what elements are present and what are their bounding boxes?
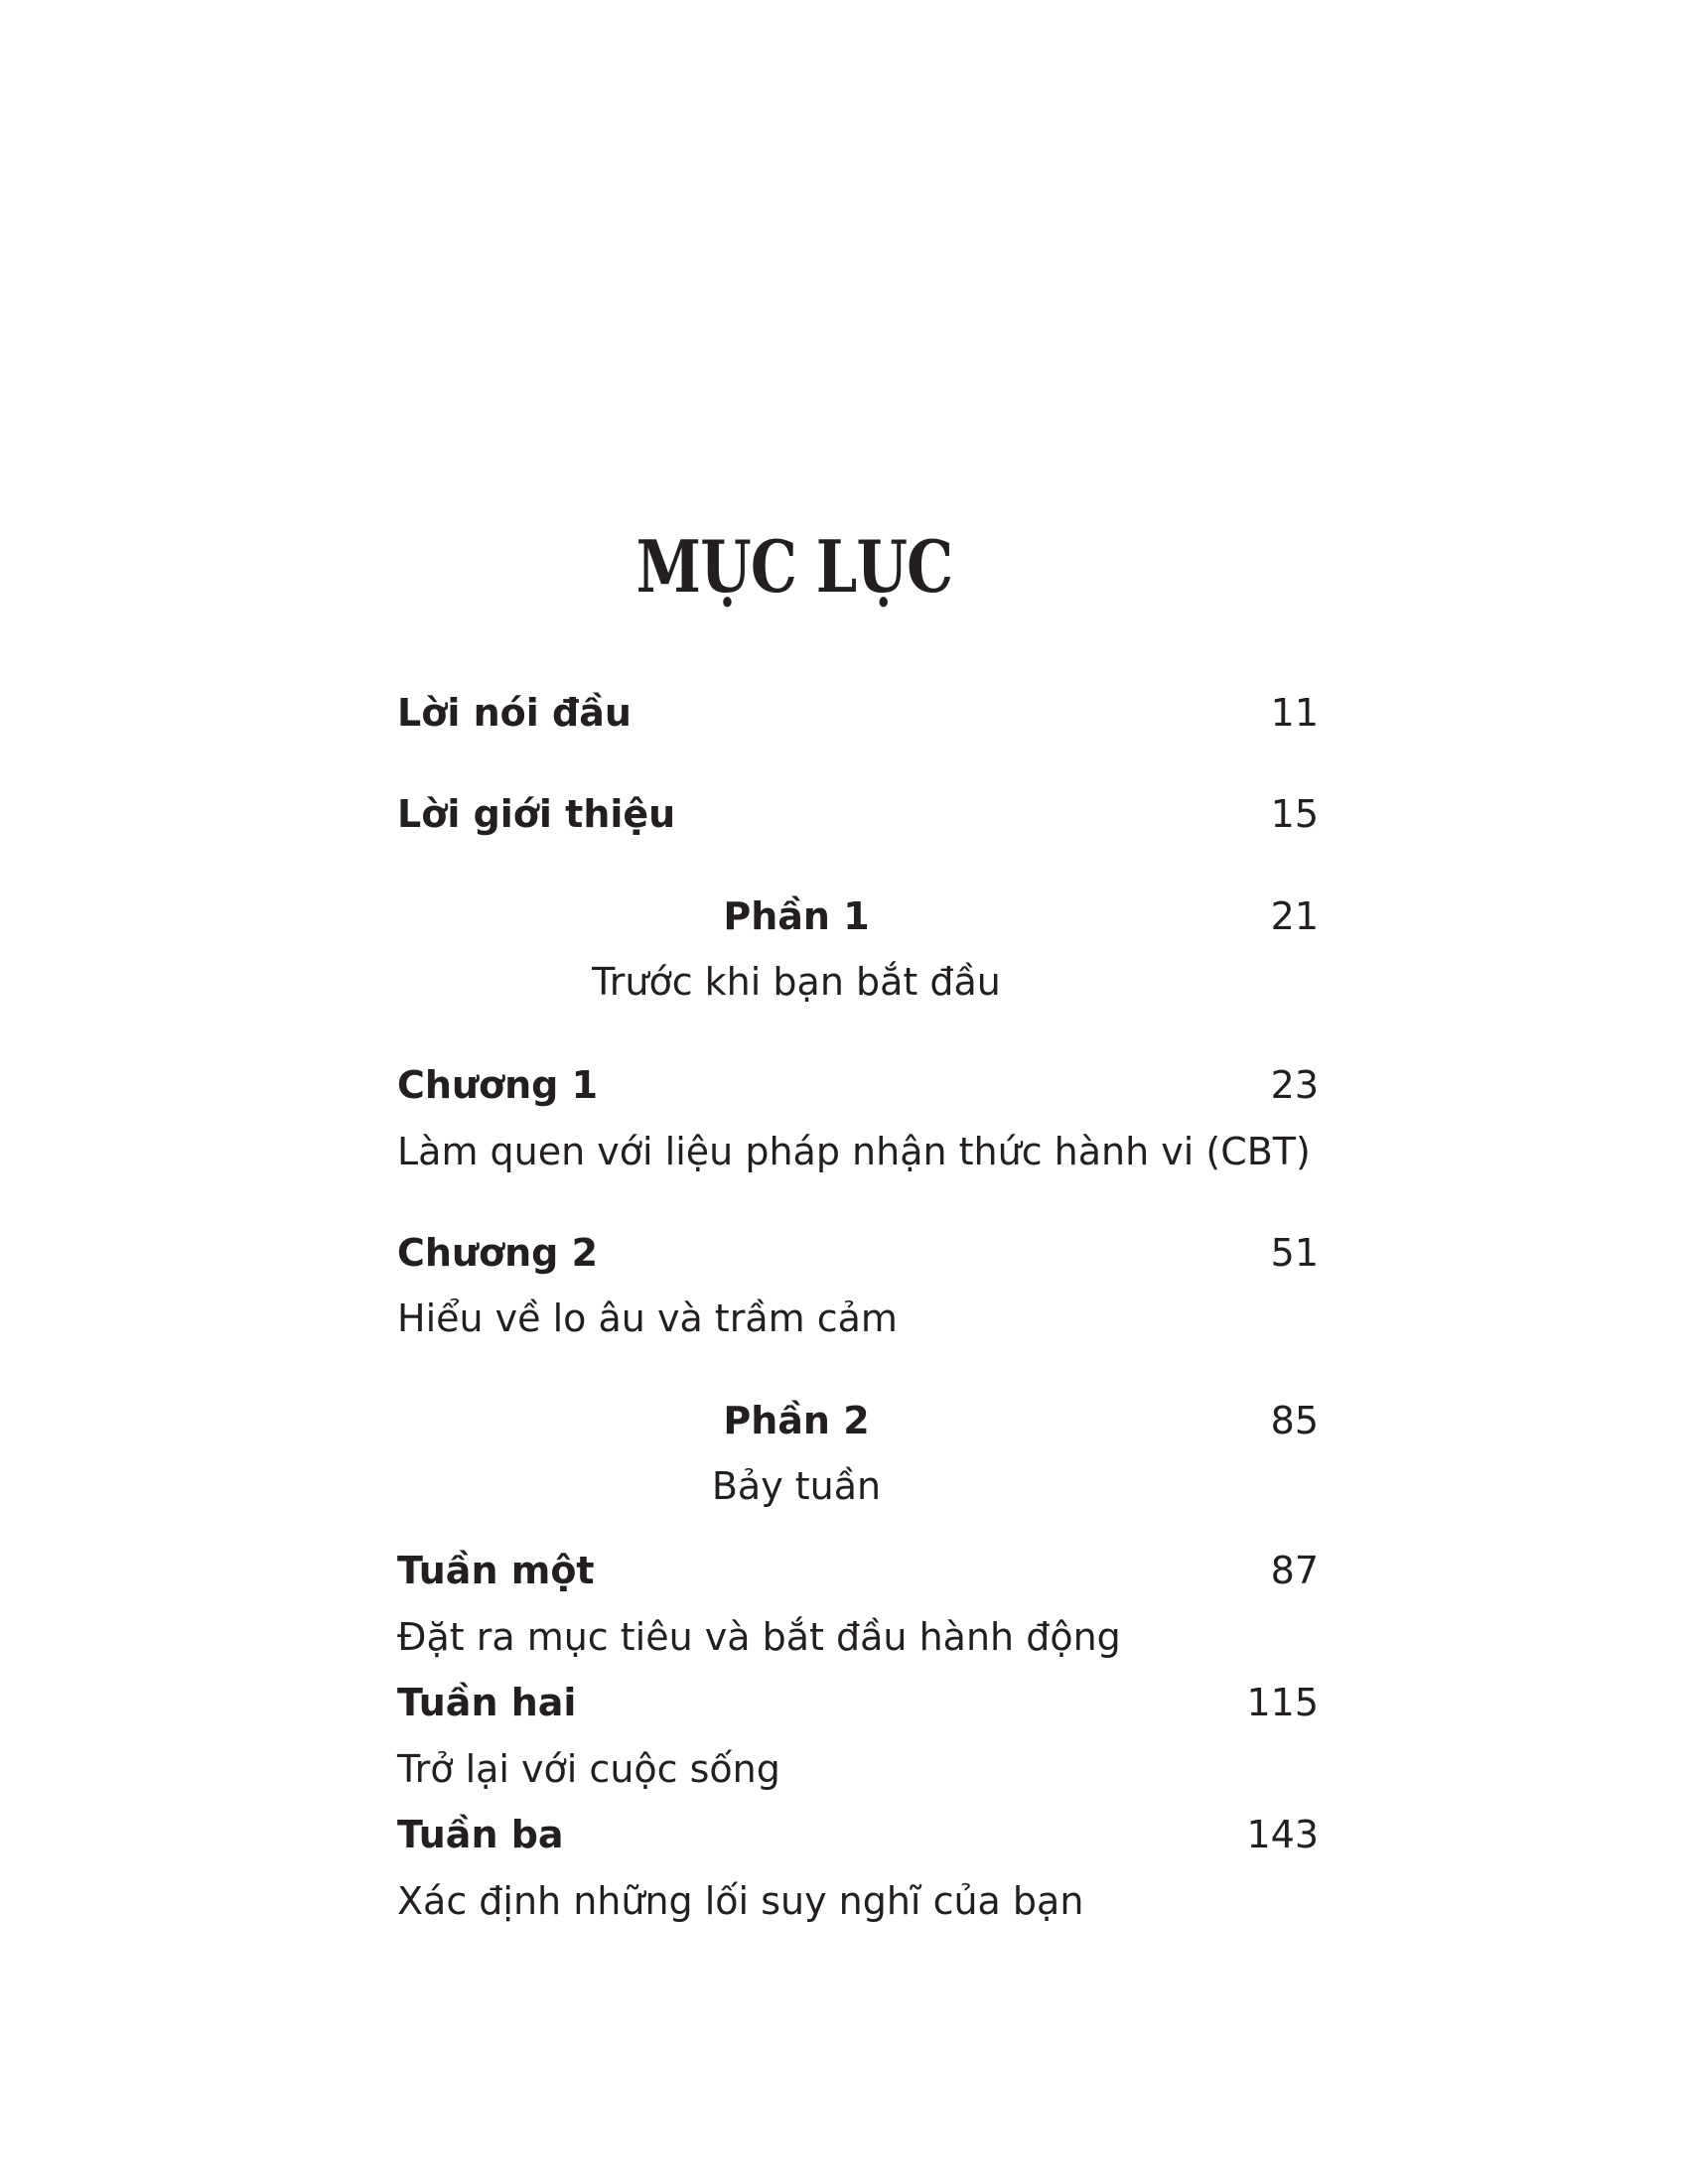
toc-entry-week-3[interactable]	[397, 1805, 1319, 1864]
toc-page-number: 23	[1270, 1063, 1319, 1107]
toc-entry-subtitle: Đặt ra mục tiêu và bắt đầu hành động	[397, 1615, 1121, 1659]
toc-page-number: 87	[1270, 1549, 1319, 1592]
toc-entry-label: Phần 1	[723, 894, 870, 938]
toc-entry-label: Tuần ba	[397, 1813, 564, 1856]
toc-entry-label: Phần 2	[723, 1399, 870, 1442]
toc-entry-week-1[interactable]	[397, 1541, 1319, 1600]
toc-entry-chapter-2[interactable]	[397, 1223, 1319, 1283]
toc-page-number: 143	[1246, 1813, 1319, 1856]
toc-entry-part-1[interactable]	[397, 887, 1319, 946]
toc-page-number: 15	[1270, 792, 1319, 836]
toc-entry-subtitle: Trở lại với cuộc sống	[397, 1747, 780, 1791]
toc-entry-label: Chương 1	[397, 1063, 599, 1107]
toc-page-number: 21	[1270, 894, 1319, 938]
toc-page-number: 51	[1270, 1231, 1319, 1275]
toc-entry-preface[interactable]	[397, 683, 1319, 743]
toc-entry-chapter-1[interactable]	[397, 1055, 1319, 1115]
toc-page-number: 11	[1270, 691, 1319, 735]
toc-entry-subtitle: Hiểu về lo âu và trầm cảm	[397, 1297, 898, 1340]
toc-entry-label: Chương 2	[397, 1231, 599, 1275]
toc-entry-subtitle: Bảy tuần	[711, 1464, 882, 1508]
toc-entry-introduction[interactable]	[397, 784, 1319, 844]
toc-page-number: 85	[1270, 1399, 1319, 1442]
page-title: MỤC LỤC	[635, 524, 953, 609]
toc-entry-label: Tuần hai	[397, 1681, 577, 1724]
toc-entry-part-2[interactable]	[397, 1391, 1319, 1450]
toc-entry-subtitle: Xác định những lối suy nghĩ của bạn	[397, 1879, 1084, 1923]
toc-entry-label: Tuần một	[397, 1549, 595, 1592]
toc-page-number: 115	[1246, 1681, 1319, 1724]
toc-entry-label: Lời nói đầu	[397, 691, 632, 735]
toc-entry-label: Lời giới thiệu	[397, 792, 676, 836]
toc-entry-week-2[interactable]	[397, 1673, 1319, 1732]
toc-entry-subtitle: Làm quen với liệu pháp nhận thức hành vi (CBT)	[397, 1130, 1311, 1173]
toc-entry-subtitle: Trước khi bạn bắt đầu	[592, 960, 1001, 1004]
